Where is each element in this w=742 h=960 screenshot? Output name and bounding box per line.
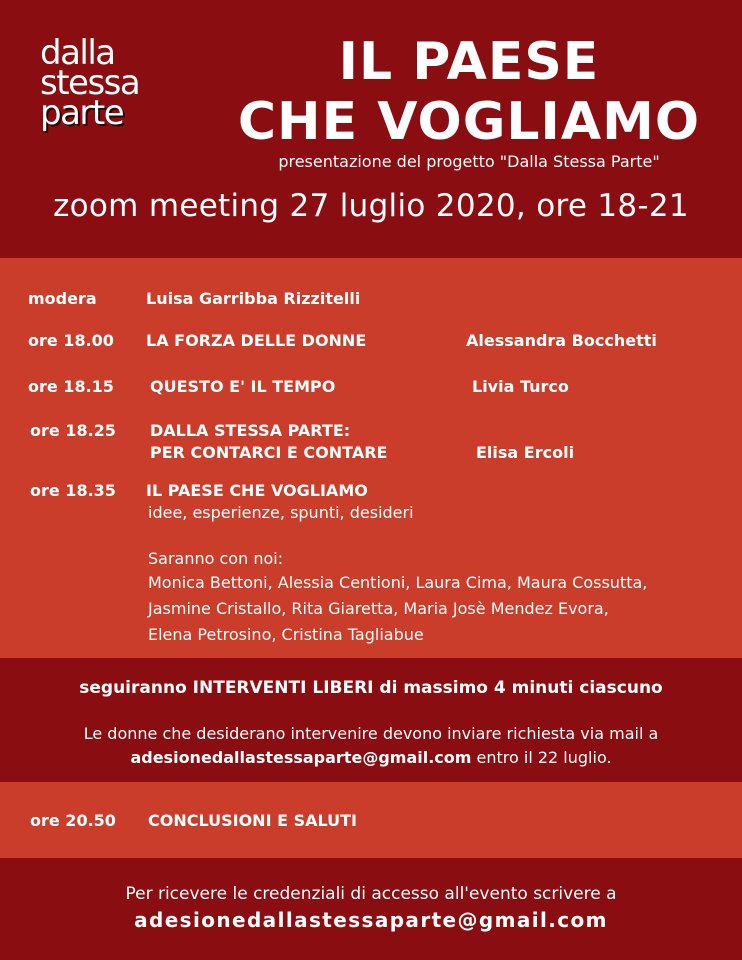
program-title: DALLA STESSA PARTE: — [150, 421, 351, 440]
logo-line: parte — [40, 93, 124, 133]
instructions-line: Le donne che desiderano intervenire devono inviare richiesta via mail a — [83, 724, 659, 743]
logo-line: stessa — [40, 63, 140, 103]
program-title: LA FORZA DELLE DONNE — [146, 331, 367, 350]
program-title: IL PAESE CHE VOGLIAMO — [146, 481, 368, 500]
email-link[interactable]: adesionedallastessaparte@gmail.com — [130, 748, 472, 767]
footer-email-link[interactable]: adesionedallastessaparte@gmail.com — [134, 908, 608, 932]
free-interventions-text — [0, 722, 742, 770]
program-speaker: Alessandra Bocchetti — [466, 331, 657, 350]
program-speaker: Elisa Ercoli — [476, 443, 575, 462]
moderator-label: modera — [28, 289, 97, 308]
program-time: ore 18.15 — [28, 377, 114, 396]
header-section — [0, 0, 742, 258]
program-time: ore 18.25 — [30, 421, 116, 440]
program-title: QUESTO E' IL TEMPO — [150, 377, 336, 396]
event-title-line: IL PAESE — [338, 32, 600, 92]
footer-section — [0, 858, 742, 960]
event-title — [196, 32, 742, 152]
program-section — [0, 258, 742, 658]
program-time: ore 18.35 — [30, 481, 116, 500]
deadline-text: entro il 22 luglio. — [471, 748, 612, 767]
guests-list-line: Jasmine Cristallo, Rita Giaretta, Maria Josè Mendez Evora, — [148, 599, 609, 618]
program-time: ore 18.00 — [28, 331, 114, 350]
free-interventions-section — [0, 658, 742, 782]
guests-list-line: Elena Petrosino, Cristina Tagliabue — [148, 625, 424, 644]
program-title: PER CONTARCI E CONTARE — [150, 443, 388, 462]
moderator-name: Luisa Garribba Rizzitelli — [146, 289, 361, 308]
instructions-line-2 — [0, 746, 742, 770]
guests-list-line: Monica Bettoni, Alessia Centioni, Laura Cima, Maura Cossutta, — [148, 573, 648, 592]
program-description: idee, esperienze, spunti, desideri — [148, 503, 414, 522]
event-title-line: CHE VOGLIAMO — [237, 92, 701, 152]
footer-text: Per ricevere le credenziali di accesso all'evento scrivere a — [125, 884, 617, 904]
event-subtitle: presentazione del progetto "Dalla Stessa Parte" — [278, 152, 660, 171]
program-title: CONCLUSIONI E SALUTI — [148, 811, 357, 830]
meeting-info: zoom meeting 27 luglio 2020, ore 18-21 — [53, 188, 689, 224]
program-speaker: Livia Turco — [472, 377, 569, 396]
free-interventions-title: seguiranno INTERVENTI LIBERI di massimo 4 minuti ciascuno — [79, 678, 663, 698]
program-time: ore 20.50 — [30, 811, 116, 830]
logo-line: dalla — [40, 33, 115, 73]
logo — [40, 33, 140, 133]
closing-section — [0, 782, 742, 858]
guests-intro: Saranno con noi: — [148, 549, 284, 568]
